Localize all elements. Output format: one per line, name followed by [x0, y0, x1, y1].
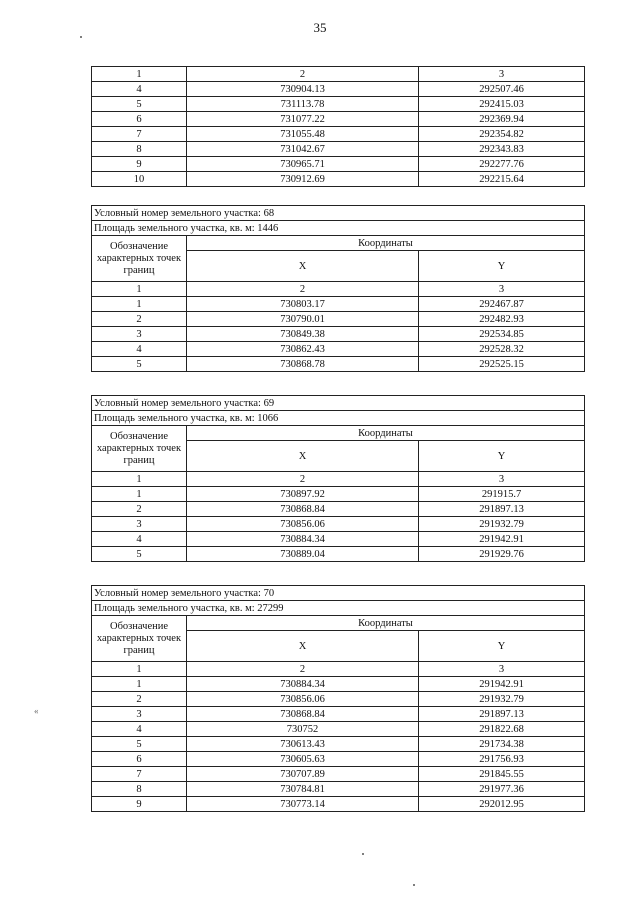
point-number-cell: 5	[92, 737, 187, 752]
table-row	[92, 342, 585, 357]
point-number-cell: 5	[92, 97, 187, 112]
point-number-cell: 6	[92, 752, 187, 767]
column-number-row	[92, 472, 585, 487]
point-number-cell: 4	[92, 82, 187, 97]
column-number-2: 2	[187, 67, 419, 82]
point-number-cell: 5	[92, 547, 187, 562]
point-number-cell: 10	[92, 172, 187, 187]
table-row	[92, 782, 585, 797]
parcel-70-table	[91, 585, 585, 812]
scan-speck: «	[34, 706, 39, 716]
y-coordinate-cell: 291756.93	[419, 752, 585, 767]
y-coordinate-cell: 292528.32	[419, 342, 585, 357]
x-coordinate-cell: 730868.84	[187, 502, 419, 517]
point-number-cell: 2	[92, 312, 187, 327]
column-number-row	[92, 282, 585, 297]
y-coordinate-cell: 291915.7	[419, 487, 585, 502]
table-row	[92, 797, 585, 812]
x-coordinate-cell: 730856.06	[187, 517, 419, 532]
x-coordinate-cell: 731113.78	[187, 97, 419, 112]
table-row	[92, 172, 585, 187]
y-header: Y	[419, 441, 585, 472]
point-number-cell: 4	[92, 532, 187, 547]
y-coordinate-cell: 292354.82	[419, 127, 585, 142]
x-coordinate-cell: 731042.67	[187, 142, 419, 157]
parcel-number-label: Условный номер земельного участка: 68	[92, 206, 585, 221]
scan-speck	[362, 853, 364, 855]
x-coordinate-cell: 731055.48	[187, 127, 419, 142]
point-number-cell: 3	[92, 517, 187, 532]
table-row	[92, 112, 585, 127]
point-number-cell: 7	[92, 127, 187, 142]
table-row	[92, 487, 585, 502]
column-number-1: 1	[92, 472, 187, 487]
point-number-cell: 7	[92, 767, 187, 782]
point-number-cell: 1	[92, 487, 187, 502]
column-number-1: 1	[92, 662, 187, 677]
point-number-cell: 9	[92, 797, 187, 812]
coordinates-header: Координаты	[187, 426, 585, 441]
x-coordinate-cell: 730912.69	[187, 172, 419, 187]
x-coordinate-cell: 730965.71	[187, 157, 419, 172]
table-row	[92, 517, 585, 532]
y-coordinate-cell: 291897.13	[419, 502, 585, 517]
column-number-row	[92, 67, 585, 82]
table-body	[92, 396, 585, 562]
designation-header: Обозначение характерных точек границ	[92, 236, 187, 282]
point-number-cell: 1	[92, 677, 187, 692]
point-number-cell: 4	[92, 722, 187, 737]
column-number-2: 2	[187, 282, 419, 297]
y-coordinate-cell: 292467.87	[419, 297, 585, 312]
parcel-number-label: Условный номер земельного участка: 70	[92, 586, 585, 601]
parcel-area-label: Площадь земельного участка, кв. м: 27299	[92, 601, 585, 616]
parcel-69-table	[91, 395, 585, 562]
x-coordinate-cell: 730613.43	[187, 737, 419, 752]
y-coordinate-cell: 291822.68	[419, 722, 585, 737]
x-coordinate-cell: 730884.34	[187, 677, 419, 692]
y-coordinate-cell: 291942.91	[419, 677, 585, 692]
x-coordinate-cell: 730862.43	[187, 342, 419, 357]
y-coordinate-cell: 292012.95	[419, 797, 585, 812]
table-row	[92, 157, 585, 172]
x-coordinate-cell: 731077.22	[187, 112, 419, 127]
y-coordinate-cell: 291897.13	[419, 707, 585, 722]
coordinates-header: Координаты	[187, 236, 585, 251]
x-header: X	[187, 251, 419, 282]
parcel-68-table	[91, 205, 585, 372]
y-coordinate-cell: 292507.46	[419, 82, 585, 97]
x-coordinate-cell: 730884.34	[187, 532, 419, 547]
x-coordinate-cell: 730803.17	[187, 297, 419, 312]
x-coordinate-cell: 730790.01	[187, 312, 419, 327]
x-coordinate-cell: 730773.14	[187, 797, 419, 812]
y-coordinate-cell: 292415.03	[419, 97, 585, 112]
point-number-cell: 5	[92, 357, 187, 372]
coordinates-table-continuation	[91, 66, 585, 187]
x-coordinate-cell: 730889.04	[187, 547, 419, 562]
table-row	[92, 97, 585, 112]
x-coordinate-cell: 730784.81	[187, 782, 419, 797]
y-coordinate-cell: 291845.55	[419, 767, 585, 782]
table-row	[92, 692, 585, 707]
column-number-3: 3	[419, 662, 585, 677]
y-coordinate-cell: 291929.76	[419, 547, 585, 562]
table-row	[92, 532, 585, 547]
table-row	[92, 547, 585, 562]
point-number-cell: 2	[92, 692, 187, 707]
point-number-cell: 8	[92, 142, 187, 157]
x-coordinate-cell: 730868.84	[187, 707, 419, 722]
y-header: Y	[419, 251, 585, 282]
column-number-2: 2	[187, 472, 419, 487]
table-row	[92, 752, 585, 767]
table-body	[92, 67, 585, 187]
table-row	[92, 677, 585, 692]
column-number-3: 3	[419, 472, 585, 487]
x-coordinate-cell: 730897.92	[187, 487, 419, 502]
scan-speck	[80, 36, 82, 38]
table-row	[92, 357, 585, 372]
designation-header: Обозначение характерных точек границ	[92, 616, 187, 662]
y-header: Y	[419, 631, 585, 662]
table-row	[92, 327, 585, 342]
parcel-area-label: Площадь земельного участка, кв. м: 1066	[92, 411, 585, 426]
y-coordinate-cell: 292525.15	[419, 357, 585, 372]
table-row	[92, 297, 585, 312]
x-coordinate-cell: 730856.06	[187, 692, 419, 707]
table-row	[92, 82, 585, 97]
table-body	[92, 586, 585, 812]
table-row	[92, 312, 585, 327]
column-number-row	[92, 662, 585, 677]
point-number-cell: 1	[92, 297, 187, 312]
parcel-area-label: Площадь земельного участка, кв. м: 1446	[92, 221, 585, 236]
table-row	[92, 767, 585, 782]
table-row	[92, 722, 585, 737]
column-number-3: 3	[419, 282, 585, 297]
page-number: 35	[313, 20, 327, 35]
column-number-3: 3	[419, 67, 585, 82]
column-number-1: 1	[92, 282, 187, 297]
y-coordinate-cell: 291734.38	[419, 737, 585, 752]
point-number-cell: 8	[92, 782, 187, 797]
y-coordinate-cell: 291942.91	[419, 532, 585, 547]
table-row	[92, 707, 585, 722]
point-number-cell: 6	[92, 112, 187, 127]
x-coordinate-cell: 730752	[187, 722, 419, 737]
x-coordinate-cell: 730868.78	[187, 357, 419, 372]
table-row	[92, 142, 585, 157]
x-coordinate-cell: 730605.63	[187, 752, 419, 767]
table-row	[92, 502, 585, 517]
table-body	[92, 206, 585, 372]
point-number-cell: 9	[92, 157, 187, 172]
y-coordinate-cell: 291932.79	[419, 517, 585, 532]
y-coordinate-cell: 292215.64	[419, 172, 585, 187]
point-number-cell: 4	[92, 342, 187, 357]
point-number-cell: 3	[92, 707, 187, 722]
column-number-2: 2	[187, 662, 419, 677]
y-coordinate-cell: 292277.76	[419, 157, 585, 172]
y-coordinate-cell: 291932.79	[419, 692, 585, 707]
y-coordinate-cell: 292343.83	[419, 142, 585, 157]
point-number-cell: 3	[92, 327, 187, 342]
designation-header: Обозначение характерных точек границ	[92, 426, 187, 472]
column-number-1: 1	[92, 67, 187, 82]
table-row	[92, 127, 585, 142]
y-coordinate-cell: 292534.85	[419, 327, 585, 342]
x-coordinate-cell: 730904.13	[187, 82, 419, 97]
x-header: X	[187, 631, 419, 662]
y-coordinate-cell: 292369.94	[419, 112, 585, 127]
scan-speck	[413, 884, 415, 886]
x-header: X	[187, 441, 419, 472]
x-coordinate-cell: 730849.38	[187, 327, 419, 342]
x-coordinate-cell: 730707.89	[187, 767, 419, 782]
y-coordinate-cell: 292482.93	[419, 312, 585, 327]
y-coordinate-cell: 291977.36	[419, 782, 585, 797]
parcel-number-label: Условный номер земельного участка: 69	[92, 396, 585, 411]
point-number-cell: 2	[92, 502, 187, 517]
table-row	[92, 737, 585, 752]
coordinates-header: Координаты	[187, 616, 585, 631]
